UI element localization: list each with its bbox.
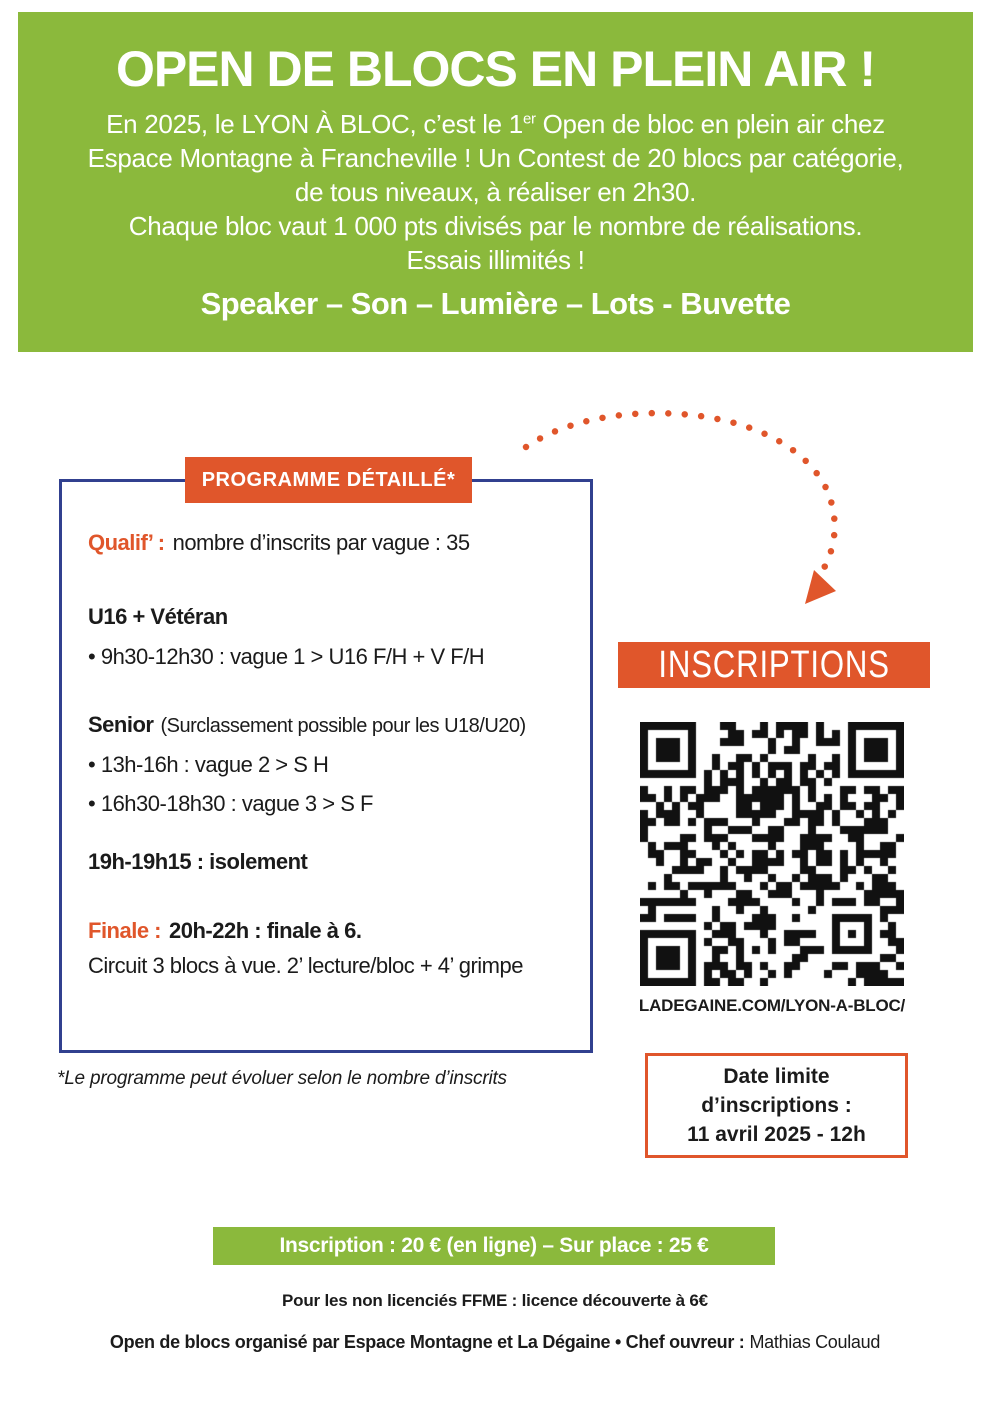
program-heading-senior <box>88 712 526 738</box>
program-item-u16: • 9h30-12h30 : vague 1 > U16 F/H + V F/H <box>88 644 484 670</box>
program-heading-u16: U16 + Vétéran <box>88 604 228 629</box>
hero-tagline: Speaker – Son – Lumière – Lots - Buvette <box>200 286 791 321</box>
deadline-line-2: d’inscriptions : <box>701 1094 852 1117</box>
program-badge: PROGRAMME DÉTAILLÉ* <box>185 457 472 503</box>
superscript-er: er <box>522 110 536 128</box>
credit-regular: Mathias Coulaud <box>749 1332 881 1352</box>
program-item-senior-2: • 16h30-18h30 : vague 3 > S F <box>88 791 373 817</box>
poster-title: OPEN DE BLOCS EN PLEIN AIR ! <box>115 41 876 97</box>
finale-label: Finale : <box>88 918 162 943</box>
qr-url: LADEGAINE.COM/LYON-A-BLOC/ <box>638 996 906 1015</box>
price-banner: Inscription : 20 € (en ligne) – Sur place : 25 € <box>213 1227 775 1265</box>
ffme-note: Pour les non licenciés FFME : licence découverte à 6€ <box>282 1291 708 1310</box>
senior-note: (Surclassement possible pour les U18/U20) <box>160 715 526 737</box>
intro-line-2: Espace Montagne à Francheville ! Un Contest de 20 blocs par catégorie, <box>87 143 904 173</box>
program-footnote: *Le programme peut évoluer selon le nombre d’inscrits <box>57 1068 507 1089</box>
qualif-label: Qualif’ : <box>88 530 165 555</box>
program-line-qualif <box>88 530 470 556</box>
program-line-isolement: 19h-19h15 : isolement <box>88 849 308 874</box>
intro-line-5: Essais illimités ! <box>406 245 585 275</box>
program-line-finale <box>88 918 361 944</box>
qualif-text: nombre d’inscrits par vague : 35 <box>172 530 470 555</box>
deadline-line-3: 11 avril 2025 - 12h <box>687 1123 866 1146</box>
credit-line <box>0 1332 990 1353</box>
program-box <box>59 469 593 1053</box>
program-line-circuit: Circuit 3 blocs à vue. 2’ lecture/bloc + 4’ grimpe <box>88 953 523 978</box>
intro-line-1: En 2025, le LYON À BLOC, c’est le 1er Open de bloc en plein air chez <box>106 109 885 139</box>
program-item-senior-1: • 13h-16h : vague 2 > S H <box>88 752 328 778</box>
credit-bold: Open de blocs organisé par Espace Montagne et La Dégaine • Chef ouvreur : <box>109 1332 745 1352</box>
deadline-box <box>645 1053 908 1158</box>
intro-line-4: Chaque bloc vaut 1 000 pts divisés par le nombre de réalisations. <box>128 211 863 241</box>
finale-text: 20h-22h : finale à 6. <box>169 918 362 943</box>
inscriptions-banner-label: INSCRIPTIONS <box>658 644 890 686</box>
deadline-line-1: Date limite <box>723 1065 830 1088</box>
intro-line-3: de tous niveaux, à réaliser en 2h30. <box>294 177 697 207</box>
qr-code <box>640 722 904 986</box>
hero-banner <box>18 12 973 352</box>
inscriptions-banner <box>618 642 930 688</box>
senior-label: Senior <box>88 712 154 737</box>
